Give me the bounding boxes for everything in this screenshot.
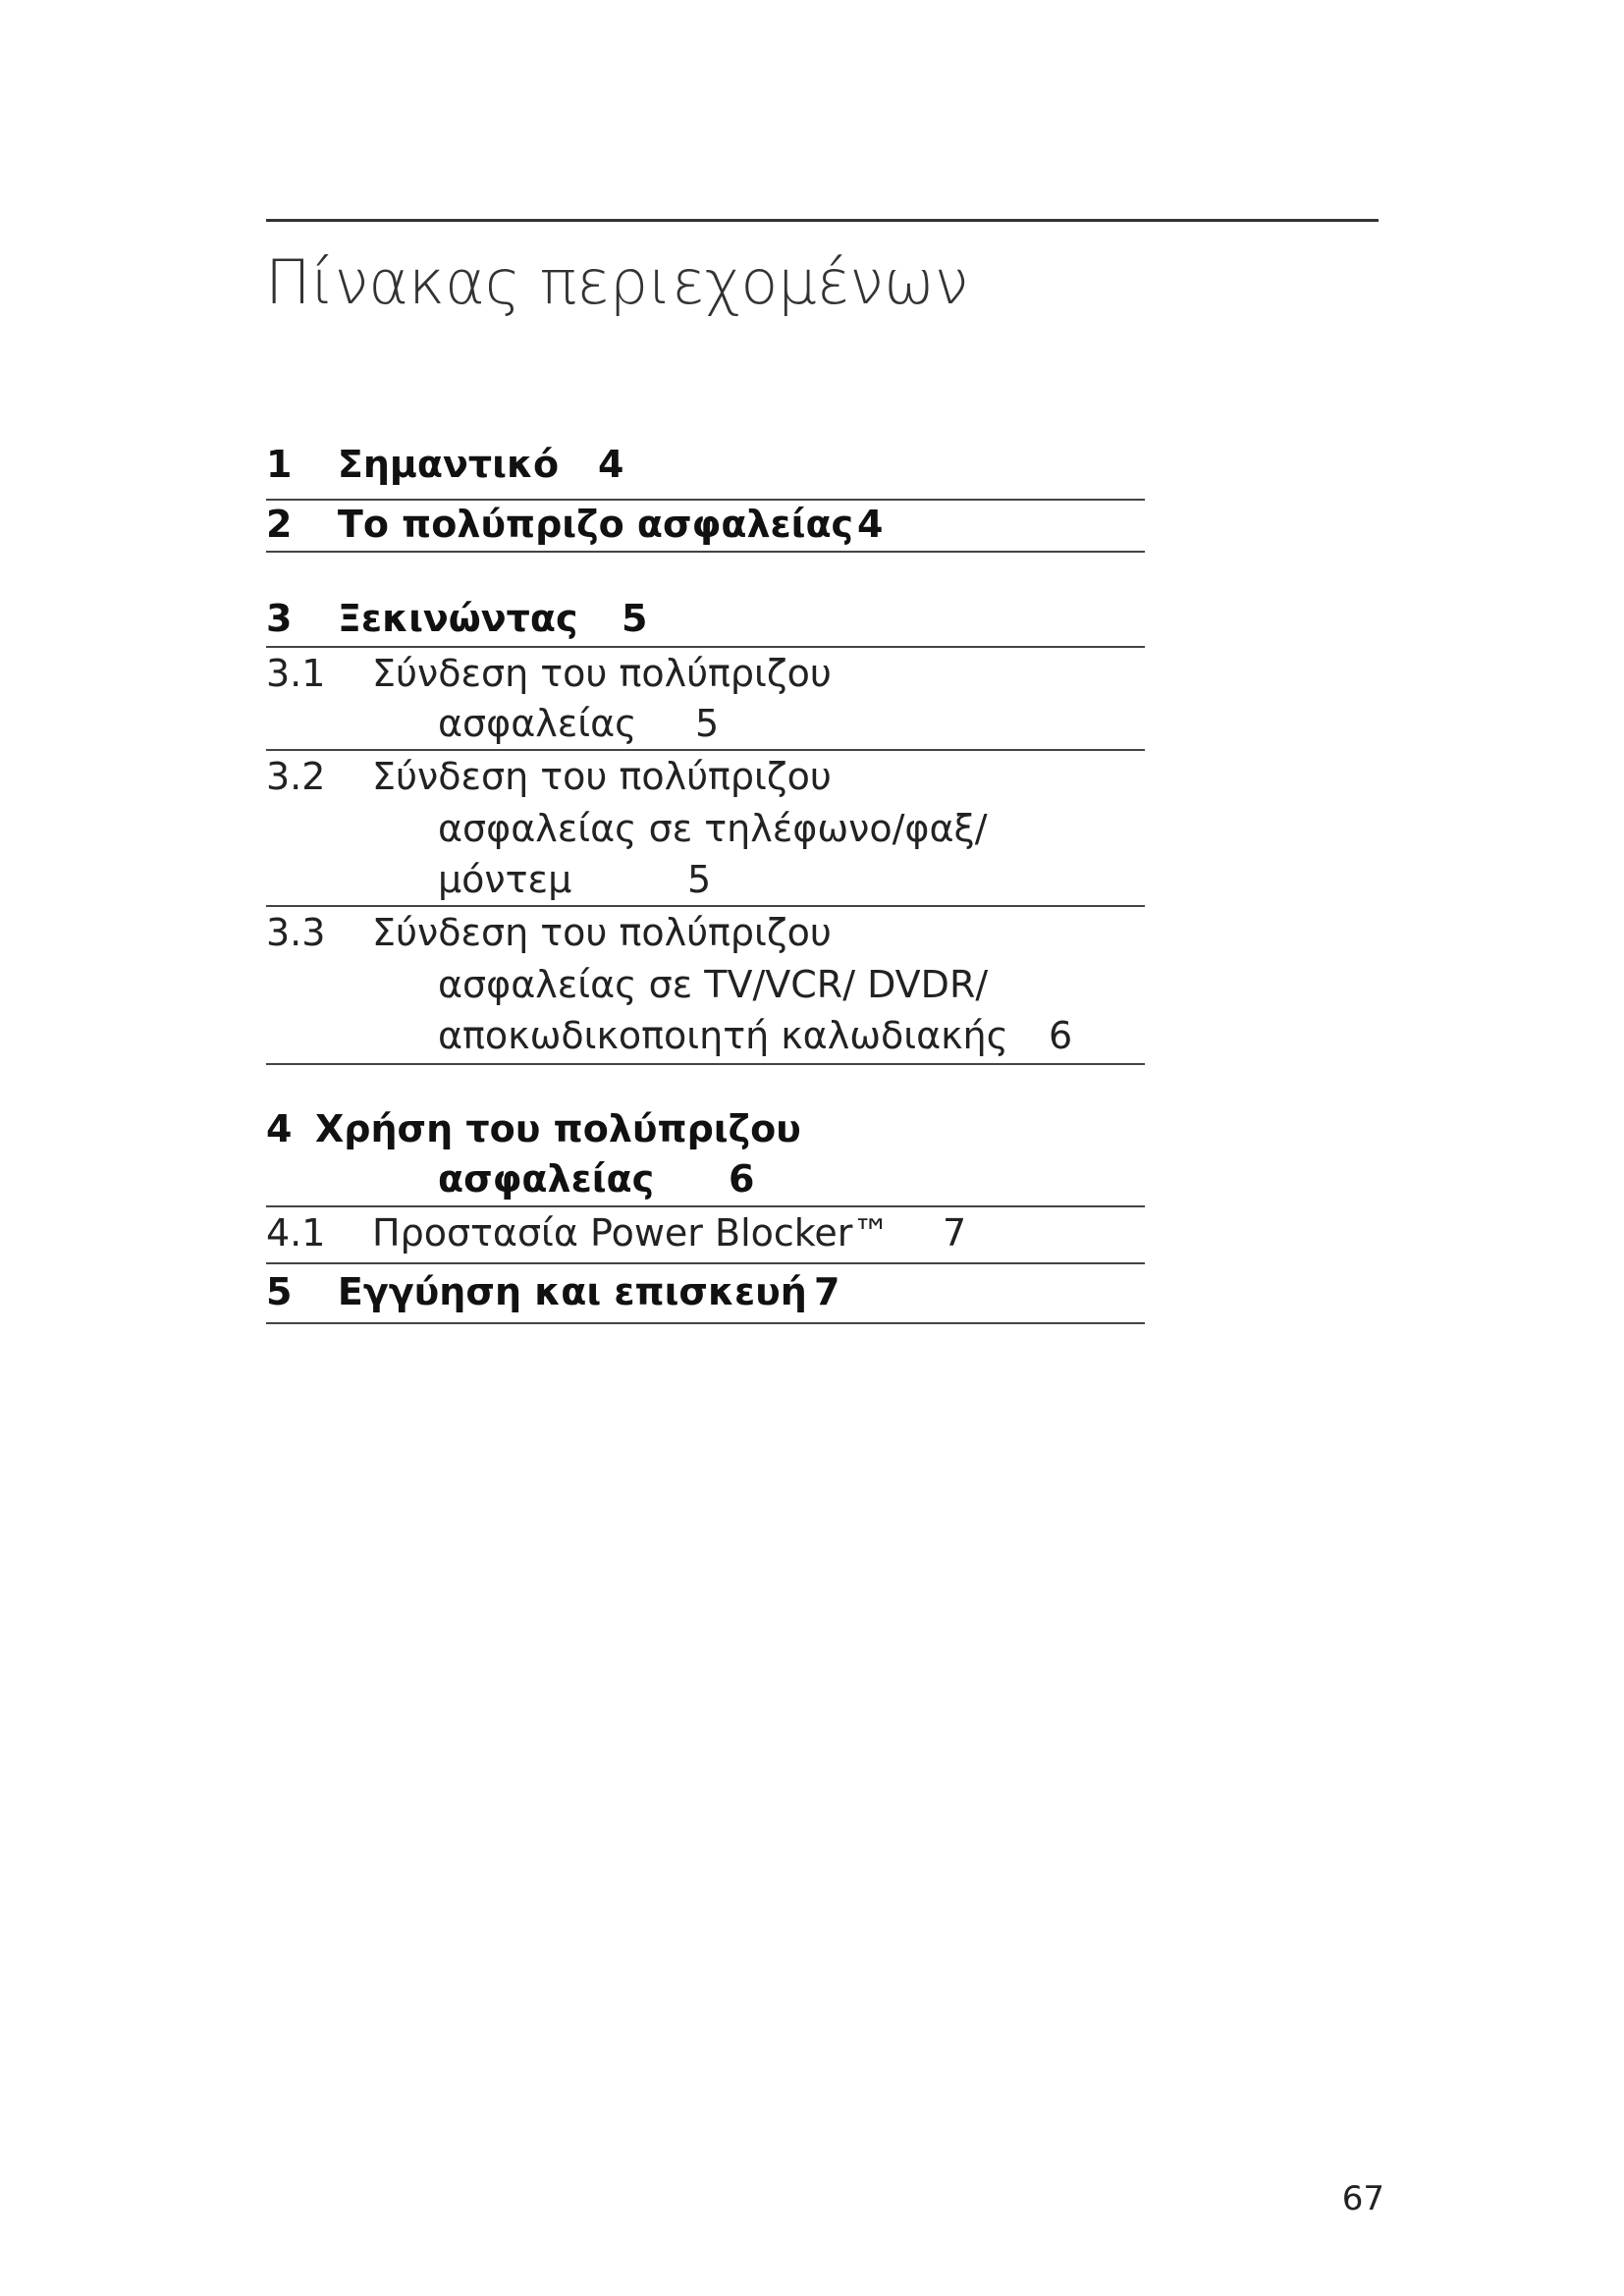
toc-entry-label-line1: Σύνδεση του πολύπριζου <box>372 652 832 695</box>
toc-entry-label-line2: ασφαλείας σε TV/VCR/ DVDR/ <box>438 963 989 1006</box>
toc-entry-page: 5 <box>687 858 712 901</box>
toc-entry-label-line1: Σύνδεση του πολύπριζου <box>372 755 832 798</box>
toc-entry-number: 3.2 <box>266 755 326 798</box>
toc-entry-3-3[interactable] <box>266 907 1145 1065</box>
toc-entry-4-1[interactable] <box>266 1207 1145 1264</box>
table-of-contents <box>266 0 1145 2296</box>
toc-entry-3-2[interactable] <box>266 751 1145 907</box>
toc-entry-number: 3.3 <box>266 911 326 954</box>
toc-entry-label: Το πολύπριζο ασφαλείας <box>337 503 854 546</box>
toc-entry-number: 1 <box>266 443 293 486</box>
toc-entry-label-line2: ασφαλείας <box>438 702 637 745</box>
toc-entry-number: 3.1 <box>266 652 326 695</box>
toc-entry-line <box>266 441 559 488</box>
toc-entry-page: 5 <box>622 597 648 640</box>
toc-entry-4[interactable] <box>266 1105 1145 1207</box>
page-number: 67 <box>1341 2179 1384 2218</box>
toc-entry-2[interactable] <box>266 501 1145 553</box>
toc-entry-page: 6 <box>729 1157 755 1201</box>
toc-entry-page: 6 <box>1049 1014 1073 1057</box>
toc-entry-number: 4 <box>266 1107 293 1150</box>
toc-entry-number: 5 <box>266 1270 293 1313</box>
toc-entry-label-line2: ασφαλείας σε τηλέφωνο/φαξ/ <box>438 807 988 850</box>
toc-entry-line <box>266 501 853 548</box>
toc-entry-label: Ξεκινώντας <box>337 597 578 640</box>
toc-entry-line <box>266 1268 807 1315</box>
toc-entry-label: Εγγύηση και επισκευή <box>337 1270 807 1313</box>
toc-entry-label: Σημαντικό <box>337 443 560 486</box>
toc-entry-label-line3: μόντεμ <box>438 858 572 901</box>
toc-entry-page: 4 <box>598 443 624 486</box>
toc-entry-line <box>266 595 578 642</box>
toc-entry-page: 7 <box>814 1270 840 1313</box>
toc-entry-3[interactable] <box>266 589 1145 648</box>
toc-entry-label-line3: αποκωδικοποιητή καλωδιακής <box>438 1014 1008 1057</box>
toc-entry-5[interactable] <box>266 1264 1145 1324</box>
toc-entry-page: 4 <box>857 503 884 546</box>
toc-entry-number: 3 <box>266 597 293 640</box>
toc-entry-label: Προστασία Power Blocker™ <box>372 1211 891 1255</box>
toc-entry-page: 5 <box>695 702 720 745</box>
toc-entry-label-line2: ασφαλείας <box>438 1157 655 1201</box>
toc-entry-number: 2 <box>266 503 293 546</box>
toc-entry-number: 4.1 <box>266 1211 326 1255</box>
toc-entry-label-line1: Σύνδεση του πολύπριζου <box>372 911 832 954</box>
toc-entry-1[interactable] <box>266 439 1145 501</box>
toc-entry-page: 7 <box>943 1211 967 1255</box>
page-title: Πίνακας περιεχομένων <box>265 246 969 318</box>
toc-entry-3-1[interactable] <box>266 648 1145 751</box>
toc-entry-label-line1: Χρήση του πολύπριζου <box>315 1107 801 1150</box>
